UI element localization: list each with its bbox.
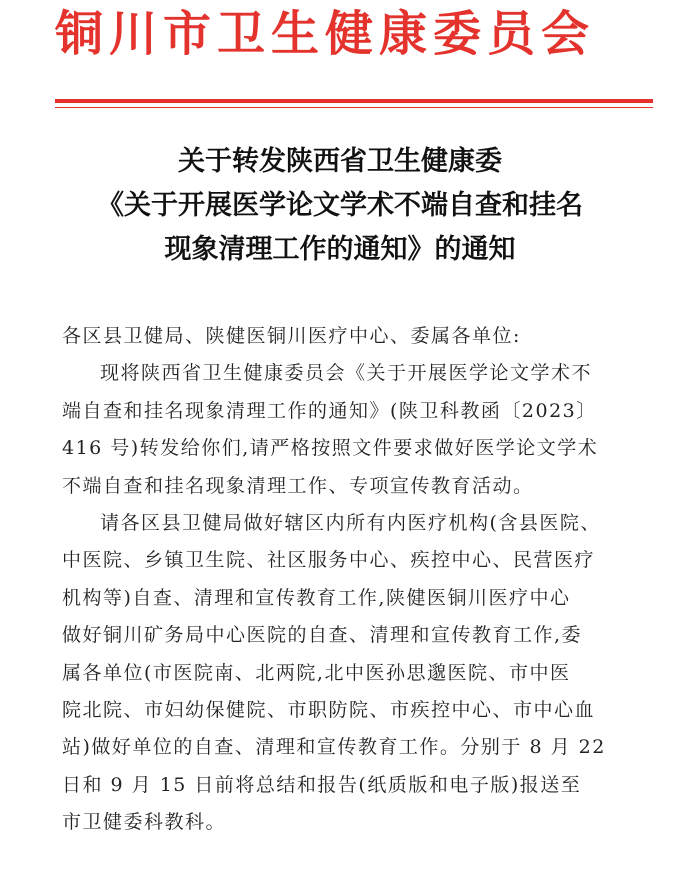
- title-line: 关于转发陕西省卫生健康委: [178, 146, 502, 177]
- title-line: 《关于开展医学论文学术不端自查和挂名: [97, 190, 583, 221]
- paragraph-2-line: 站)做好单位的自查、清理和宣传教育工作。分别于 8 月 22: [62, 736, 606, 759]
- letterhead-rule-thin: [55, 107, 653, 108]
- paragraph-1-line: 416 号)转发给你们,请严格按照文件要求做好医学论文学术: [62, 437, 599, 460]
- letterhead-rule-thick: [55, 99, 653, 103]
- document-title: [40, 140, 640, 272]
- letterhead-title: 铜川市卫生健康委员会: [55, 6, 596, 62]
- paragraph-2-line: 中医院、乡镇卫生院、社区服务中心、疾控中心、民营医疗: [62, 549, 596, 572]
- paragraph-1-line: 现将陕西省卫生健康委员会《关于开展医学论文学术不: [100, 362, 593, 385]
- paragraph-2-line: 做好铜川矿务局中心医院的自查、清理和宣传教育工作,委: [62, 624, 583, 647]
- paragraph-2-line: 院北院、市妇幼保健院、市职防院、市疾控中心、市中心血: [62, 699, 596, 722]
- paragraph-2-line: 请各区县卫健局做好辖区内所有内医疗机构(含县医院、: [100, 512, 601, 535]
- title-line: 现象清理工作的通知》的通知: [164, 234, 516, 265]
- document-body: [62, 318, 642, 842]
- paragraph-2-line: 机构等)自查、清理和宣传教育工作,陕健医铜川医疗中心: [62, 586, 571, 609]
- paragraph-1-line: 端自查和挂名现象清理工作的通知》(陕卫科教函〔2023〕: [62, 399, 597, 422]
- paragraph-1-line: 不端自查和挂名现象清理工作、专项宣传教育活动。: [62, 474, 534, 497]
- paragraph-2-line: 日和 9 月 15 日前将总结和报告(纸质版和电子版)报送至: [62, 773, 582, 796]
- paragraph-2-line: 市卫健委科教科。: [62, 811, 227, 834]
- salutation: 各区县卫健局、陕健医铜川医疗中心、委属各单位:: [62, 325, 521, 347]
- paragraph-2-line: 属各单位(市医院南、北两院,北中医孙思邈医院、市中医: [62, 661, 571, 684]
